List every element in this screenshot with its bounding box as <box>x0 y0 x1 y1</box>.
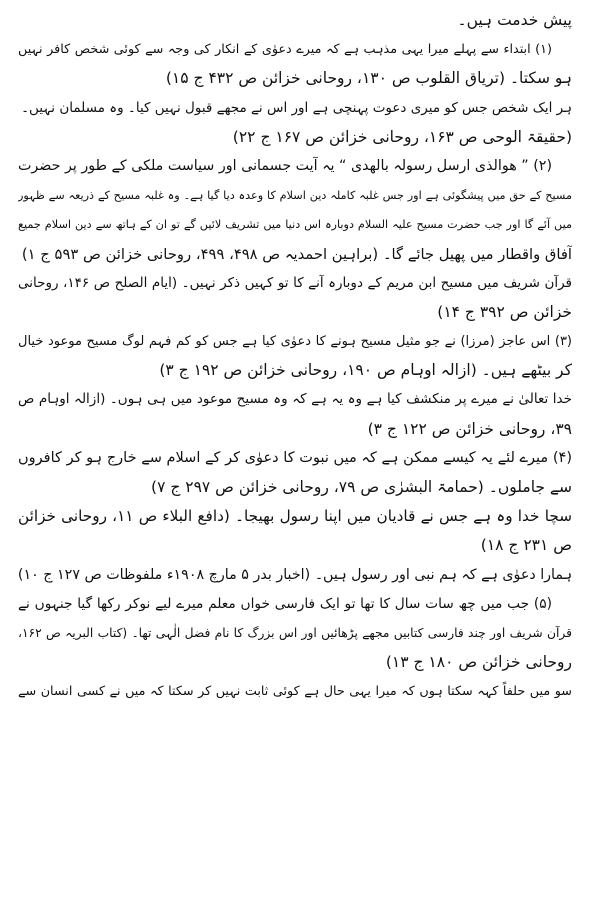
text-line: سے جاملوں۔ (حمامۃ البشرٰی ص ۷۹، روحانی خزائن ص ۲۹۷ ج ۷) <box>151 478 572 496</box>
text-line: (۴) میرے لئے یہ کیسے ممکن ہے کہ میں نبوت کا دعوٰی کر کے اسلام سے خارج ہو کر کافروں <box>18 449 572 466</box>
text-line: روحانی خزائن ص ۱۸۰ ج ۱۳) <box>385 653 572 672</box>
text-line: خزائن ص ۳۹۲ ج ۱۴) <box>437 302 572 321</box>
text-line: قرآن شریف میں مسیح ابن مریم کے دوبارہ آنے کا تو کہیں ذکر نہیں۔ (ایام الصلح ص ۱۴۶، روحانی <box>18 274 572 291</box>
text-line: میں آئے گا اور جب حضرت مسیح علیہ السلام دوبارہ اس دنیا میں تشریف لائیں گے تو ان کے ہاتھ سے دین اسلام جمیع <box>18 218 572 232</box>
text-line: ص ۲۳۱ ج ۱۸) <box>480 536 572 555</box>
text-line: ہمارا دعوٰی ہے کہ ہم نبی اور رسول ہیں۔ (اخبار بدر ۵ مارچ ۱۹۰۸ء ملفوظات ص ۱۲۷ ج ۱۰) <box>18 566 572 583</box>
text-line: ہو سکتا۔ (تریاق القلوب ص ۱۳۰، روحانی خزائن ص ۴۳۲ ج ۱۵) <box>165 69 572 88</box>
text-line: (حقیقۃ الوحی ص ۱۶۳، روحانی خزائن ص ۱۶۷ ج ۲۲) <box>232 127 572 146</box>
text-line: ۳۹، روحانی خزائن ص ۱۲۲ ج ۳) <box>367 419 572 438</box>
text-line: مسیح کے حق میں پیشگوئی ہے اور جس غلبہ کاملہ دین اسلام کا وعدہ دیا گیا ہے۔ وہ غلبہ مسیح کے ذریعہ سے ظہور <box>18 189 572 203</box>
text-line: خدا تعالیٰ نے میرے پر منکشف کیا ہے وہ یہ ہے کہ وہ مسیح موعود میں ہی ہوں۔ (ازالہ اوہام ص <box>18 391 572 408</box>
text-line: سچا خدا وہ ہے جس نے قادیان میں اپنا رسول بھیجا۔ (دافع البلاء ص ۱۱، روحانی خزائن <box>18 507 572 526</box>
text-line: (۳) اس عاجز (مرزا) نے جو مثیل مسیح ہونے کا دعوٰی کیا ہے جس کو کم فہم لوگ مسیح موعود خیال <box>18 334 572 350</box>
text-line: (۵) جب میں چھ سات سال کا تھا تو ایک فارسی خواں معلم میرے لیے نوکر رکھا گیا جنہوں نے <box>18 595 552 612</box>
text-line: پیش خدمت ہیں۔ <box>457 11 572 29</box>
text-line: (۱) ابتداء سے پہلے میرا یہی مذہب ہے کہ میرے دعوٰی کے انکار کی وجہ سے کوئی شخص کافر نہیں <box>18 42 552 58</box>
text-line: قرآن شریف اور چند فارسی کتابیں مجھے پڑھائیں اور اس بزرگ کا نام فضل الٰہی تھا۔ (کتاب البریہ ص ۱۶۲، <box>18 625 572 640</box>
text-line: سو میں حلفاً کہہ سکتا ہوں کہ میرا یہی حال ہے کوئی ثابت نہیں کر سکتا کہ میں نے کسی انسان سے <box>18 684 572 700</box>
text-line: کر بیٹھے ہیں۔ (ازالہ اوہام ص ۱۹۰، روحانی خزائن ص ۱۹۲ ج ۳) <box>159 361 572 380</box>
text-line: (۲) ” ھوالذی ارسل رسولہ بالھدی “ یہ آیت جسمانی اور سیاست ملکی کے طور پر حضرت <box>18 157 552 174</box>
text-line: ہر ایک شخص جس کو میری دعوت پہنچی ہے اور اس نے مجھے قبول نہیں کیا۔ وہ مسلمان نہیں۔ <box>21 99 572 116</box>
text-line: آفاق واقطار میں پھیل جائے گا۔ (براہین احمدیہ ص ۴۹۸، ۴۹۹، روحانی خزائن ص ۵۹۳ ج ۱) <box>21 245 572 263</box>
